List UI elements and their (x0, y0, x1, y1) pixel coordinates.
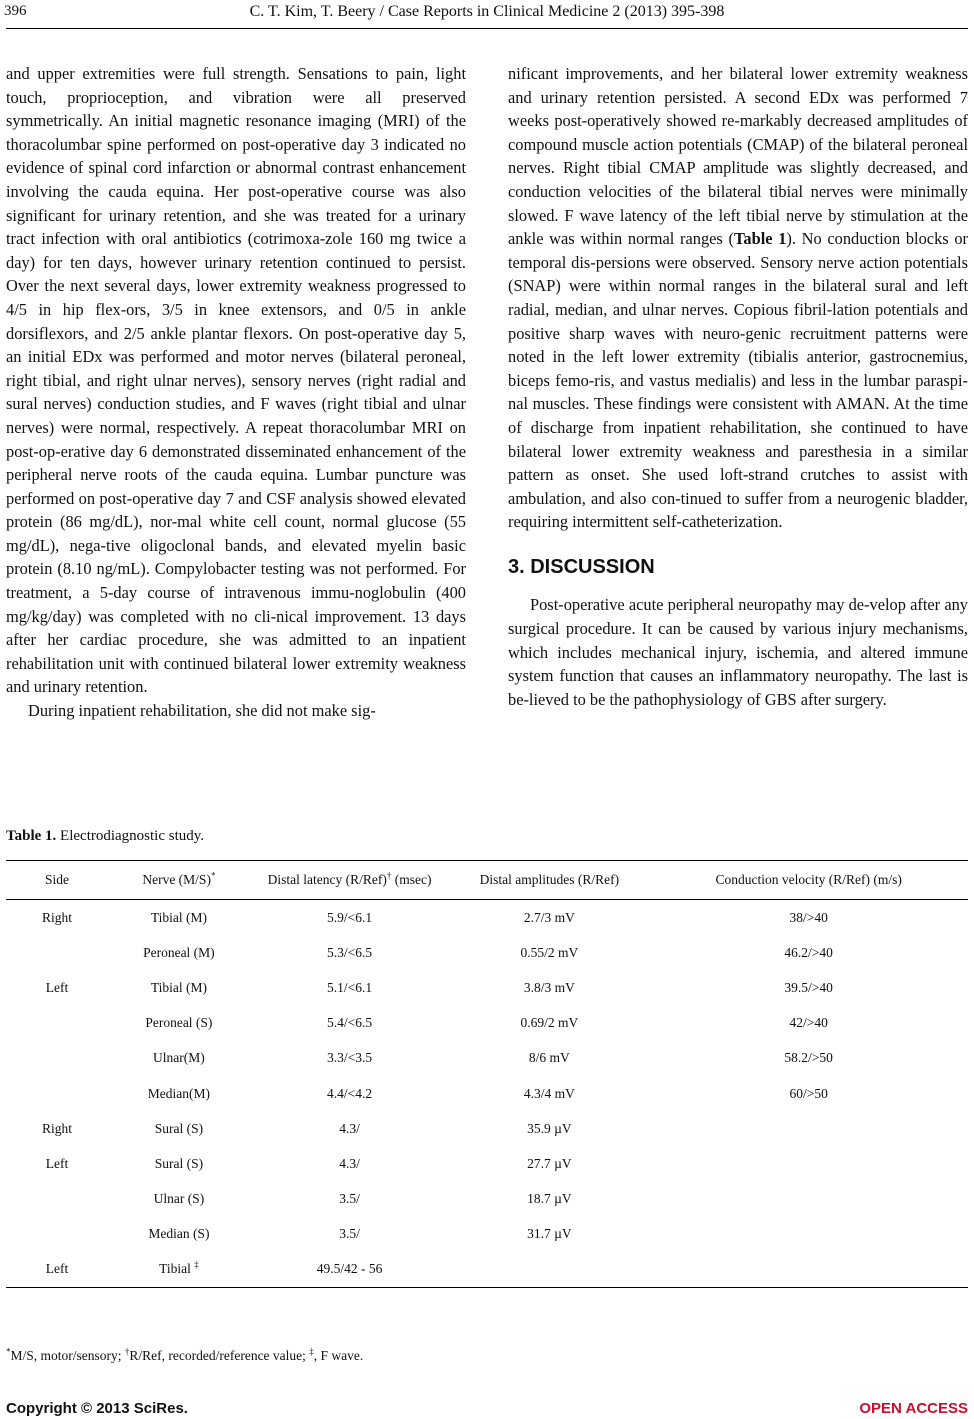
table-row (6, 970, 968, 1005)
copyright-notice: Copyright © 2013 SciRes. (6, 1400, 188, 1417)
cell-amplitude: 3.8/3 mV (523, 979, 575, 995)
header-nerve-mark: * (210, 870, 216, 881)
cell-nerve-mark: ‡ (194, 1259, 199, 1270)
cell-nerve: Sural (S) (154, 1155, 204, 1171)
header-nerve (108, 861, 250, 900)
footnote-mark-1: * (6, 1346, 11, 1357)
table-row (6, 1041, 968, 1076)
cell-side: Left (45, 1155, 69, 1171)
cell-velocity: 42/>40 (789, 1015, 828, 1031)
cell-amplitude: 31.7 µV (527, 1226, 572, 1242)
left-paragraph-1: and upper extremities were full strength. Sensations to pain, light touch, proprioception, and vibration were all preserved symmetrically. An initial magnetic resonance imaging (MRI) of the thoracolumbar spine performed on post-operative day 3 indicated no evidence of spinal cord infarction or abnormal contrast enhancement involving the cauda equina. Her post-operative course was also significant for urinary retention, and she was treated for a urinary tract infection with oral antibiotics (cotrimoxa-zole 160 mg twice a day) for ten days, however urinary retention continued to persist. Over the next several days, lower extremity weakness progressed to 4/5 in hip flex-ors, 3/5 in knee extensors, and 0/5 in ankle dorsiflexors, and 2/5 ankle plantar flexors. On post-operative day 5, an initial EDx was performed and motor nerves (bilateral peroneal, right tibial, and right ulnar nerves), sensory nerves (right radial and sural nerves) conduction studies, and F waves (right tibial and ulnar nerves) were normal, respectively. A repeat thoracolumbar MRI on post-op-erative day 6 demonstrated disseminated enhancement of the peripheral nerve roots of the cauda equina. Lumbar puncture was performed on post-operative day 7 and CSF analysis showed elevated protein (86 mg/dL), nor-mal white cell count, normal glucose (55 mg/dL), nega-tive oligoclonal bands, and elevated myelin basic protein (8.10 ng/mL). Compylobacter testing was not performed. For treatment, a 5-day course of intravenous immu-noglobulin (400 mg/kg/day) was completed with no cli-nical improvement. 13 days after her cardiac procedure, she was admitted to an inpatient rehabilitation unit with continued bilateral lower extremity weakness and urinary retention. (6, 64, 466, 697)
section-heading-discussion: 3. DISCUSSION (508, 555, 655, 578)
cell-nerve: Tibial (M) (150, 979, 207, 995)
cell-nerve: Tibial (M) (150, 909, 207, 925)
cell-latency: 3.5/ (339, 1191, 360, 1207)
cell-nerve: Ulnar (S) (153, 1191, 205, 1207)
cell-side (6, 935, 108, 970)
left-column (6, 62, 466, 723)
cell-side (6, 1041, 108, 1076)
cell-latency: 5.4/<6.5 (327, 1015, 373, 1031)
cell-latency: 5.9/<6.1 (327, 909, 373, 925)
table-row (6, 1111, 968, 1146)
page-number: 396 (4, 3, 27, 19)
cell-latency: 3.3/<3.5 (327, 1050, 373, 1066)
header-nerve-label: Nerve (M/S) (142, 872, 211, 887)
cell-amplitude: 0.69/2 mV (520, 1015, 579, 1031)
cell-latency: 4.3/ (339, 1120, 360, 1136)
table-row (6, 1252, 968, 1288)
cell-amplitude: 8/6 mV (528, 1050, 570, 1066)
cell-nerve: Median (S) (148, 1226, 210, 1242)
cell-amplitude: 4.3/4 mV (523, 1085, 575, 1101)
table-row (6, 1076, 968, 1111)
cell-side (6, 1076, 108, 1111)
table-row (6, 935, 968, 970)
cell-velocity (649, 1182, 968, 1217)
discussion-paragraph: Post-operative acute peripheral neuropathy may de-velop after any surgical procedure. It can be caused by various injury mechanisms, which includes mechanical injury, ischemia, and altered immune system function that causes an inflammatory neuropathy. The last is be-lieved to be the pathophysiology of GBS after surgery. (508, 595, 968, 709)
cell-amplitude: 35.9 µV (527, 1120, 572, 1136)
cell-amplitude: 18.7 µV (527, 1191, 572, 1207)
cell-nerve: Ulnar(M) (153, 1050, 205, 1066)
table-row (6, 1182, 968, 1217)
cell-side: Right (41, 909, 72, 925)
footnote-text-2: R/Ref, recorded/reference value; (129, 1348, 310, 1363)
cell-latency: 4.4/<4.2 (327, 1085, 373, 1101)
open-access-label[interactable]: OPEN ACCESS (859, 1400, 968, 1417)
table-caption-text: Electrodiagnostic study. (56, 828, 205, 844)
header-side: Side (6, 861, 108, 900)
cell-side (6, 1006, 108, 1041)
header-latency (250, 861, 450, 900)
cell-velocity: 38/>40 (789, 909, 828, 925)
right-column (508, 62, 968, 711)
cell-velocity: 58.2/>50 (784, 1050, 833, 1066)
cell-nerve: Peroneal (S) (145, 1015, 213, 1031)
cell-nerve: Sural (S) (154, 1120, 204, 1136)
cell-amplitude: 0.55/2 mV (520, 944, 579, 960)
header-rule (6, 28, 968, 29)
header-latency-mark: † (386, 870, 392, 881)
table-header-row (6, 861, 968, 900)
cell-latency: 4.3/ (339, 1155, 360, 1171)
table-caption-label: Table 1. (6, 828, 57, 844)
cell-velocity (649, 1146, 968, 1181)
footnote-mark-3: ‡ (309, 1346, 314, 1357)
cell-nerve (108, 1252, 250, 1288)
table-row (6, 1146, 968, 1181)
left-paragraph-2: During inpatient rehabilitation, she did not make sig- (28, 701, 376, 721)
cell-amplitude: 2.7/3 mV (523, 909, 575, 925)
table-footnote (6, 1348, 363, 1364)
cell-amplitude (449, 1252, 649, 1288)
right-paragraph-1-start: nificant improvements, and her bilateral lower extremity weakness and urinary retention persisted. A second EDx was performed 7 weeks post-operatively showed re-markably decreased amplitudes of compound muscle action potentials (CMAP) of the bilateral peroneal nerves. Right tibial CMAP amplitude was slightly decreased, and conduction velocities of the bilateral tibial nerves were minimally slowed. F wave latency of the left tibial nerve by stimulation at the ankle was within normal ranges ( (508, 64, 968, 249)
table-row (6, 1006, 968, 1041)
cell-latency: 5.1/<6.1 (327, 979, 373, 995)
cell-nerve: Peroneal (M) (143, 944, 215, 960)
cell-velocity (649, 1252, 968, 1288)
cell-latency: 49.5/42 - 56 (250, 1252, 450, 1288)
cell-velocity (649, 1217, 968, 1252)
cell-nerve: Median(M) (147, 1085, 210, 1101)
header-latency-label: Distal latency (R/Ref) (267, 872, 387, 887)
cell-velocity (649, 1111, 968, 1146)
cell-side: Left (45, 979, 69, 995)
right-paragraph-1 (508, 62, 968, 534)
cell-side: Left (6, 1252, 108, 1288)
cell-velocity: 46.2/>40 (784, 944, 833, 960)
table-reference-link[interactable]: Table 1 (733, 229, 787, 249)
table-row (6, 1217, 968, 1252)
header-latency-unit: (msec) (391, 872, 432, 887)
table-caption (6, 828, 204, 845)
cell-side (6, 1217, 108, 1252)
cell-velocity: 60/>50 (789, 1085, 828, 1101)
footnote-text-1: M/S, motor/sensory; (10, 1348, 125, 1363)
cell-nerve-label: Tibial (159, 1261, 191, 1277)
header-amplitude: Distal amplitudes (R/Ref) (449, 861, 649, 900)
header-velocity: Conduction velocity (R/Ref) (m/s) (649, 861, 968, 900)
footnote-text-3: , F wave. (313, 1348, 364, 1363)
table-row (6, 900, 968, 936)
cell-velocity: 39.5/>40 (784, 979, 833, 995)
electrodiagnostic-table (6, 860, 968, 1288)
footnote-mark-2: † (124, 1346, 130, 1357)
cell-side: Right (41, 1120, 72, 1136)
cell-latency: 3.5/ (339, 1226, 360, 1242)
cell-side (6, 1182, 108, 1217)
running-title: C. T. Kim, T. Beery / Case Reports in Clinical Medicine 2 (2013) 395-398 (249, 3, 725, 20)
cell-amplitude: 27.7 µV (527, 1155, 572, 1171)
cell-latency: 5.3/<6.5 (327, 944, 373, 960)
right-paragraph-1-end: ). No conduction blocks or temporal dis-persions were observed. Sensory nerve action potentials (SNAP) were within normal ranges in the bilateral sural and left radial, median, and ulnar nerves. Copious fibril-lation potentials and positive sharp waves with neuro-genic recruitment patterns were noted in the left lower extremity (tibialis anterior, gastrocnemius, biceps femo-ris, and vastus medialis) and less in the lumbar paraspi-nal muscles. These findings were consistent with AMAN. At the time of discharge from inpatient rehabilitation, she continued to have bilateral lower extremity weakness and paresthesia in a similar pattern as onset. She used loft-strand crutches to assist with ambulation, and also con-tinued to suffer from a neurogenic bladder, requiring intermittent self-catheterization. (508, 229, 968, 532)
